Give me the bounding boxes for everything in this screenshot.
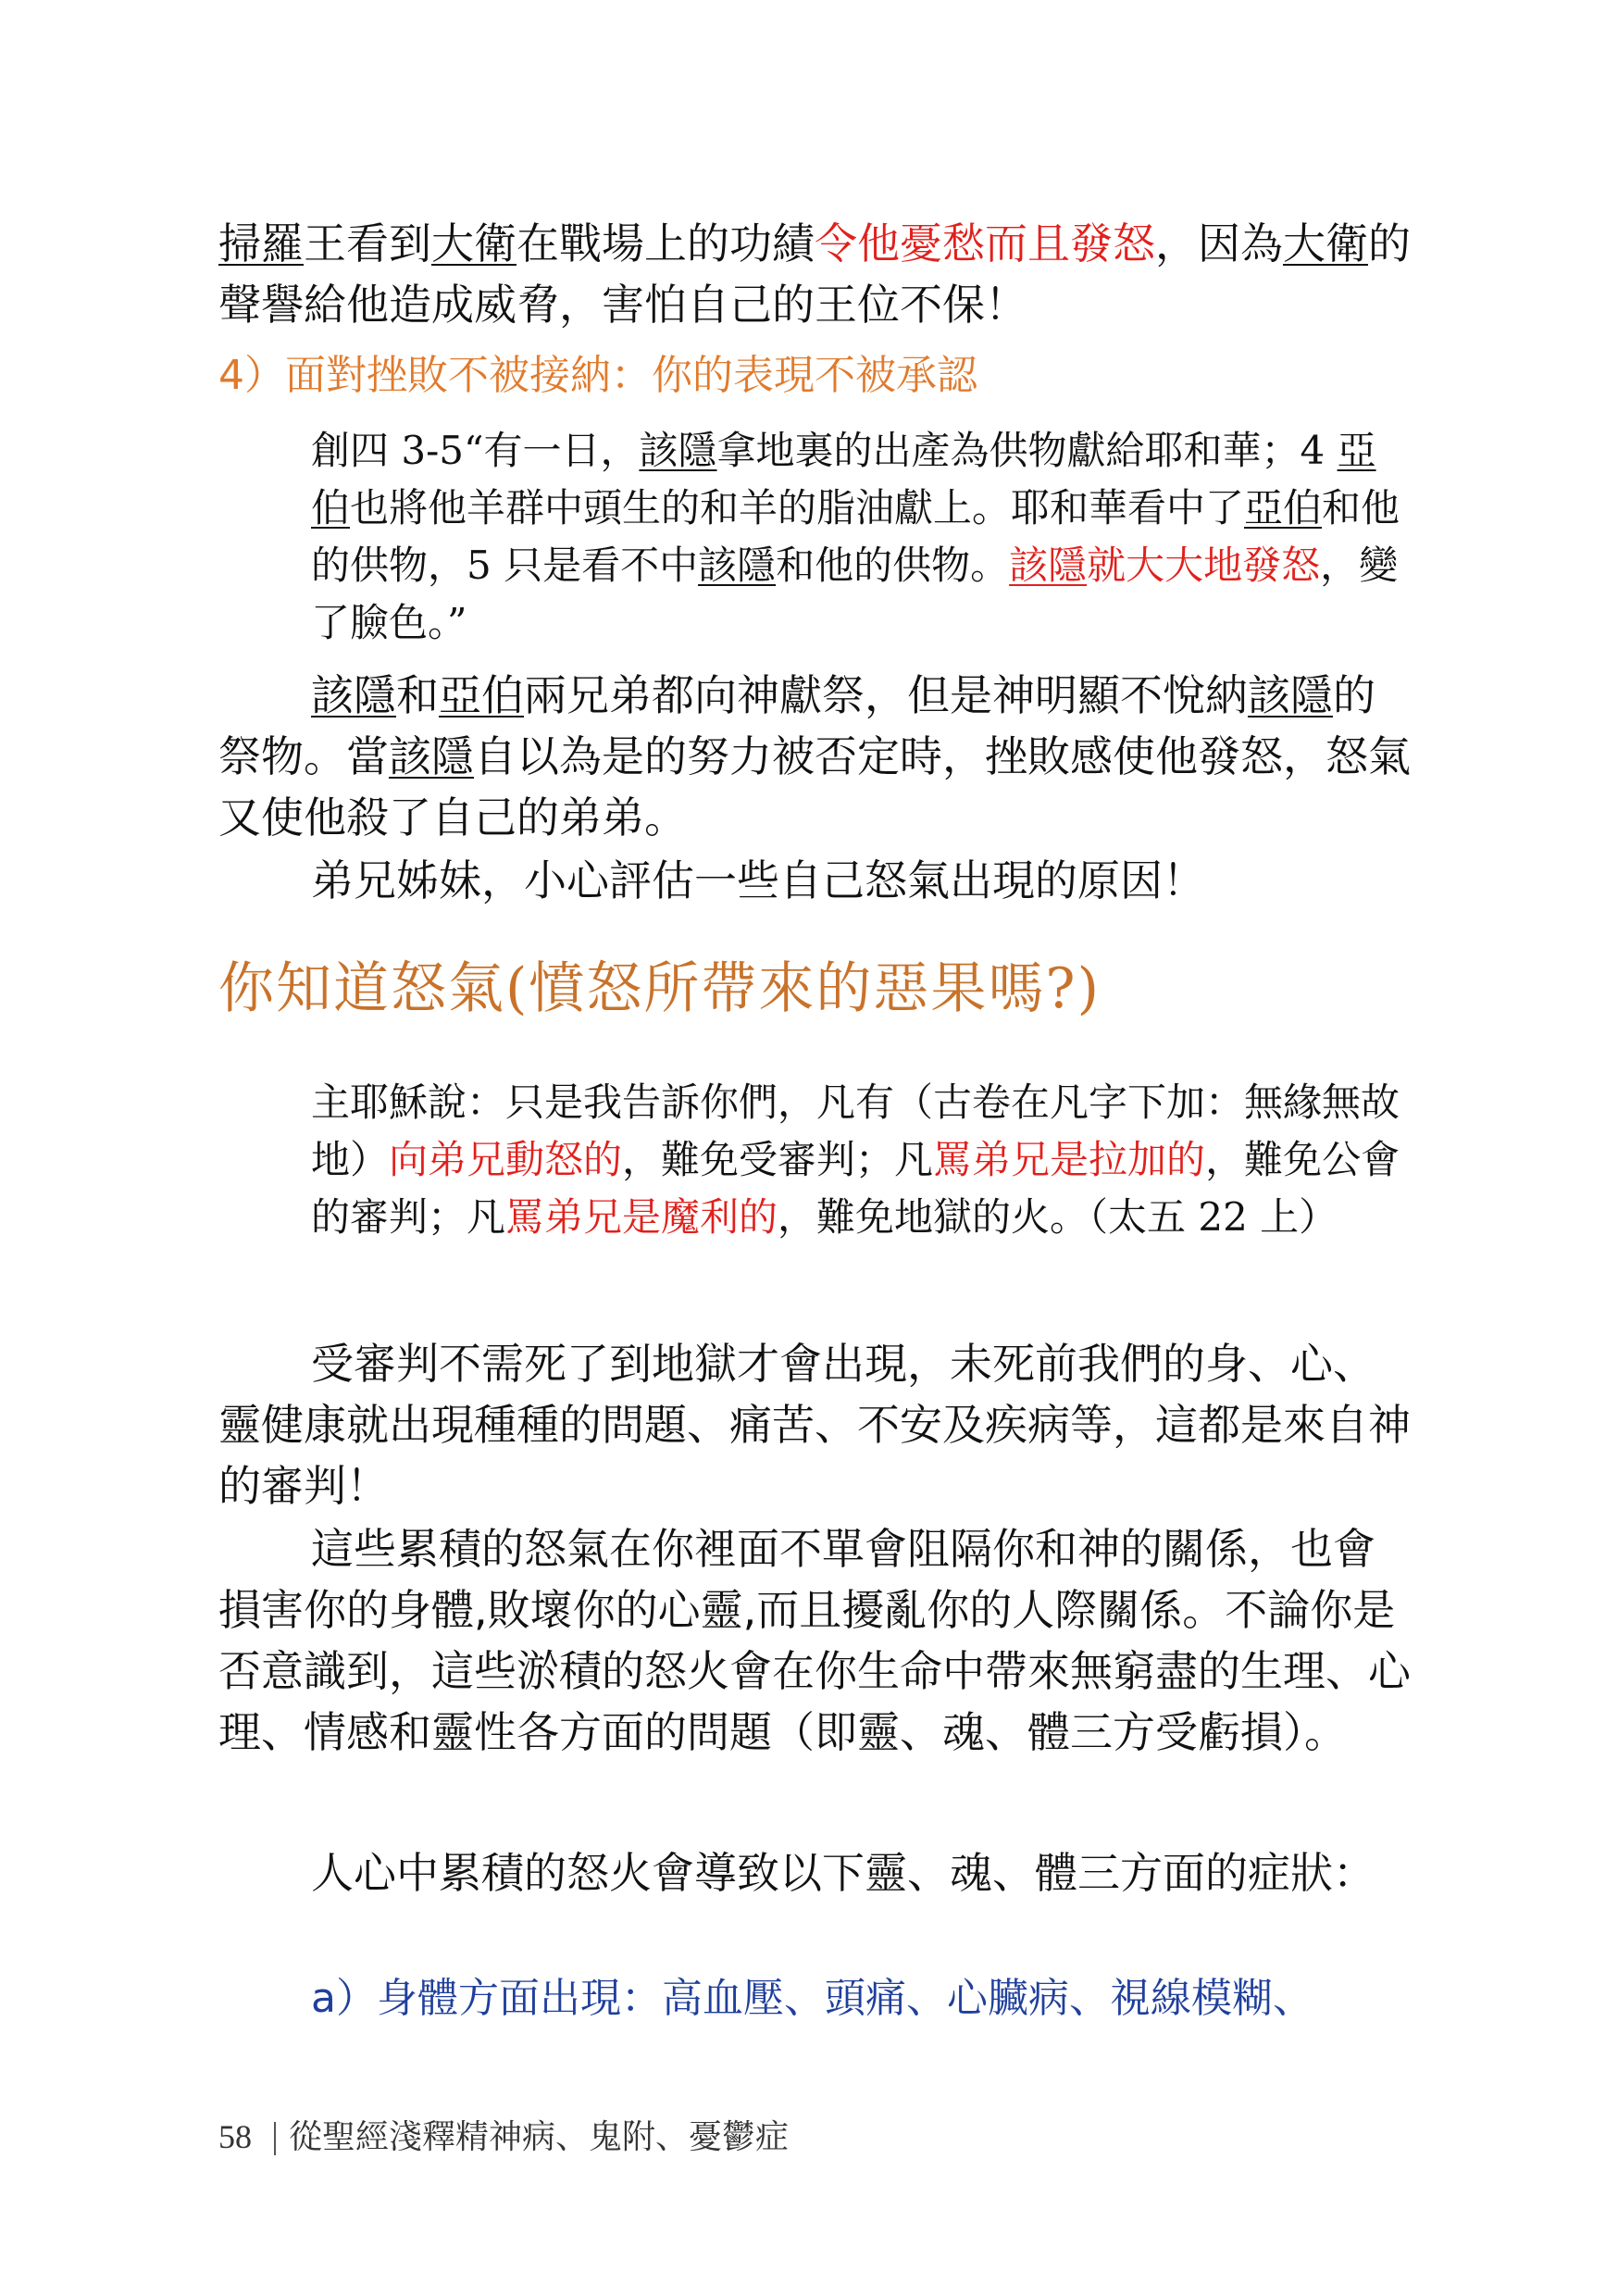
name-cain: 該隱 [311,670,396,720]
name-cain: 該隱 [389,731,474,781]
highlight-raca: 罵弟兄是拉加的 [933,1137,1206,1182]
name-abel: 亞伯 [311,428,1376,530]
name-abel: 亞伯 [439,670,524,720]
text-span: 也將他羊群中頭生的和羊的脂油獻上。耶和華看中了 [350,485,1245,530]
highlight-angry-brother: 向弟兄動怒的 [389,1137,623,1182]
subheading-4: 4）面對挫敗不被接納：你的表現不被承認 [218,352,977,399]
paragraph-judgment: 受審判不需死了到地獄才會出現，未死前我們的身、心、靈健康就出現種種的問題、痛苦、不安及疾病等，這都是來自神的審判！ [218,1339,1411,1511]
text-span: 和他的供物。 [776,543,1010,588]
paragraph-saul [218,213,1413,335]
page-number: 58 [218,2118,252,2155]
paragraph-accumulated-anger: 這些累積的怒氣在你裡面不單會阻隔你和神的關係，也會損害你的身體,敗壞你的心靈,而且擾亂你的人際關係。不論你是否意識到，這些淤積的怒火會在你生命中帶來無窮盡的生理、心理、情感和靈性各方面的問題（即靈、魂、體三方受虧損）。 [218,1524,1411,1757]
name-abel: 亞伯 [1244,485,1323,530]
scripture-quote-genesis [311,422,1413,652]
text-span: ，因為 [1155,218,1283,268]
text-span: 在戰場上的功績 [517,218,815,268]
paragraph-cain-abel [218,665,1413,848]
text-span: 和他的供物，5 只是看不中 [311,485,1400,588]
name-cain: 該隱 [698,543,777,588]
text-span: ，難免公會的審判；凡 [311,1137,1400,1240]
section-title: 你知道怒氣(憤怒所帶來的惡果嗎?) [218,956,1101,1021]
text-span: ，難免地獄的火。（太五 22 上） [778,1194,1338,1240]
text-span: ，難免受審判；凡 [622,1137,934,1182]
text-span: 自以為是的努力被否定時，挫敗感使他發怒，怒氣又使他殺了自己的弟弟。 [218,731,1411,842]
scripture-quote-matthew [311,1074,1413,1246]
book-title: 從聖經淺釋精神病、鬼附、憂鬱症 [289,2118,790,2156]
text-span: 兩兄弟都向神獻祭，但是神明顯不悅納 [524,670,1248,720]
name-cain-highlight: 該隱 [1009,543,1088,588]
text-span: 主耶穌說：只是我告訴你們，凡有（古卷在凡字下加：無緣無故地） [311,1079,1400,1182]
paragraph-caution: 弟兄姊妹，小心評估一些自己怒氣出現的原因！ [311,855,1205,905]
page-footer [218,2111,789,2158]
highlight-fool: 罵弟兄是魔利的 [505,1194,778,1240]
list-item-a: a）身體方面出現：高血壓、頭痛、心臟病、視線模糊、 [311,1975,1313,2022]
highlight-anger: 令他憂愁而且發怒 [815,218,1155,268]
text-span: ，變了臉色。” [311,543,1399,645]
name-david: 大衛 [431,218,517,268]
text-span: 的聲譽給他造成威脅，害怕自己的王位不保！ [218,218,1411,330]
text-span: 和 [396,670,439,720]
text-span: 王看到 [304,218,431,268]
footer-separator [274,2122,276,2155]
text-span: 創四 3-5“有一日， [311,428,640,473]
text-span: 拿地裏的出產為供物獻給耶和華；4 [716,428,1338,473]
text-span: 的祭物。當 [218,670,1375,781]
paragraph-symptoms-intro: 人心中累積的怒火會導致以下靈、魂、體三方面的症狀： [311,1848,1375,1898]
name-cain: 該隱 [639,428,717,473]
name-cain: 該隱 [1248,670,1333,720]
name-david: 大衛 [1283,218,1368,268]
highlight-cain-anger: 就大大地發怒 [1087,543,1321,588]
name-saul: 掃羅 [218,218,304,268]
